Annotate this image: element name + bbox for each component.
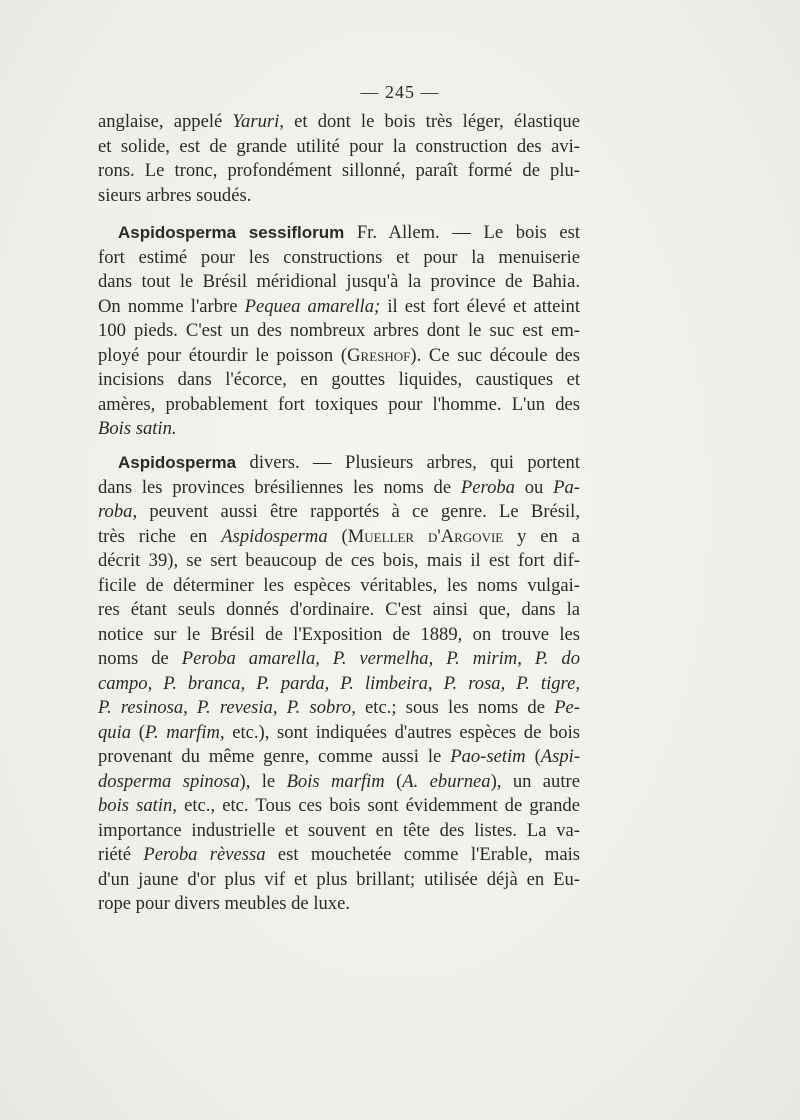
text-line [98,525,580,550]
italic-text: Pe- [554,697,580,718]
text-run: divers. — Plusieurs arbres, qui portent [236,452,580,473]
text-line [98,672,580,697]
italic-text: P. resinosa, P. revesia, P. sobro, [98,697,356,718]
text-run: y en a [503,525,580,547]
italic-text: A. eburnea [402,770,491,792]
species-heading: Aspidosperma sessiflorum [118,223,345,242]
text-run: ou [514,476,554,498]
text-line: incisions dans l'écorce, en gouttes liquides, caustiques et [98,369,580,390]
italic-text: bois satin, [98,795,177,816]
text-run: ( [384,770,403,792]
text-line [98,417,580,442]
italic-text: Aspidosperma [221,525,328,547]
italic-text: Peroba amarella, P. vermelha, P. mirim, P. do [181,648,580,669]
italic-text: Peroba [460,476,515,498]
text-line [98,110,580,135]
text-run: , peuvent aussi être rapportés à ce genre. Le Brésil, [132,501,580,522]
text-run: riété [98,844,144,865]
italic-text: campo, P. branca, P. parda, P. limbeira, P. rosa, P. tigre, [98,672,580,694]
text-run: ( [525,746,541,767]
paragraph-aspidosperma-sessiflorum [98,221,580,442]
text-line: notice sur le Brésil de l'Exposition de 1889, on trouve les [98,623,580,645]
text-line: fort estimé pour les constructions et pour la menuiserie [98,246,580,268]
text-run: Fr. Allem. — Le bois est [344,222,580,243]
italic-text: Bois satin. [98,418,177,439]
text-line [98,500,580,525]
text-line: sieurs arbres soudés. [98,184,252,206]
text-line: et solide, est de grande utilité pour la construction des avi- [98,135,580,157]
italic-text: Pao-setim [450,746,526,767]
text-run: noms de [98,648,182,669]
text-line: rons. Le tronc, profondément sillonné, paraît formé de plu- [98,160,580,181]
italic-text: P. marfim, [144,721,225,743]
paragraph-continuation [98,110,580,208]
text-run: etc., etc. Tous ces bois sont évidemment de grande [176,795,580,816]
text-line: dans tout le Brésil méridional jusqu'à la province de Bahia. [98,271,580,292]
author-name: Mueller d'Argovie [347,525,504,547]
italic-text: Pa- [553,476,581,498]
text-line [98,696,580,721]
italic-text: roba [98,501,133,522]
italic-text: dosperma spinosa [98,770,240,792]
italic-text: Pequea amarella; [244,295,381,317]
text-run: ( [131,721,145,743]
text-run: il est fort élevé et atteint [380,295,580,317]
text-line: d'un jaune d'or plus vif et plus brillant; utilisée déjà en Eu- [98,868,580,890]
italic-text: Aspi- [540,746,581,767]
text-run: ). Ce suc découle des [410,344,580,366]
italic-text: Yaruri, [232,111,284,132]
text-run: ), le [239,770,287,792]
text-run: anglaise, appelé [98,111,233,132]
text-run: est mouchetée comme l'Erable, mais [265,844,580,865]
text-line: rope pour divers meubles de luxe. [98,893,350,914]
text-line [98,344,580,369]
text-run: ), un autre [490,770,580,792]
italic-text: Peroba rèvessa [143,844,266,865]
author-name: Greshof [347,344,411,366]
text-line: décrit 39), se sert beaucoup de ces bois, mais il est fort dif- [98,550,580,571]
text-line [98,221,580,246]
text-run: provenant du même genre, comme aussi le [98,746,451,767]
text-run: etc.; sous les noms de [355,697,555,718]
text-line [98,451,580,476]
text-line: ficile de déterminer les espèces véritables, les noms vulgai- [98,574,580,596]
text-line [98,843,580,868]
text-line [98,745,580,770]
text-line [98,476,580,501]
text-run: ( [327,525,348,547]
text-line: 100 pieds. C'est un des nombreux arbres dont le suc est em- [98,320,580,341]
text-run: etc.), sont indiquées d'autres espèces de bois [224,721,580,743]
text-line: res étant seuls donnés d'ordinaire. C'est ainsi que, dans la [98,599,580,620]
species-heading: Aspidosperma [118,453,237,472]
italic-text: Bois marfim [286,770,385,792]
text-line [98,721,580,746]
paragraph-aspidosperma-divers [98,451,580,917]
text-run: et dont le bois très léger, élastique [283,111,580,132]
text-run: ployé pour étourdir le poisson ( [98,344,348,366]
page-number: — 245 — [360,82,440,102]
text-line [98,770,580,795]
text-run: très riche en [98,525,222,547]
italic-text: quia [98,721,132,743]
text-line: amères, probablement fort toxiques pour l'homme. L'un des [98,393,580,415]
text-line: importance industrielle et souvent en tête des listes. La va- [98,819,580,841]
text-line [98,295,580,320]
text-run: On nomme l'arbre [98,295,245,317]
text-line [98,794,580,819]
text-line [98,647,580,672]
text-run: dans les provinces brésiliennes les noms de [98,476,461,498]
